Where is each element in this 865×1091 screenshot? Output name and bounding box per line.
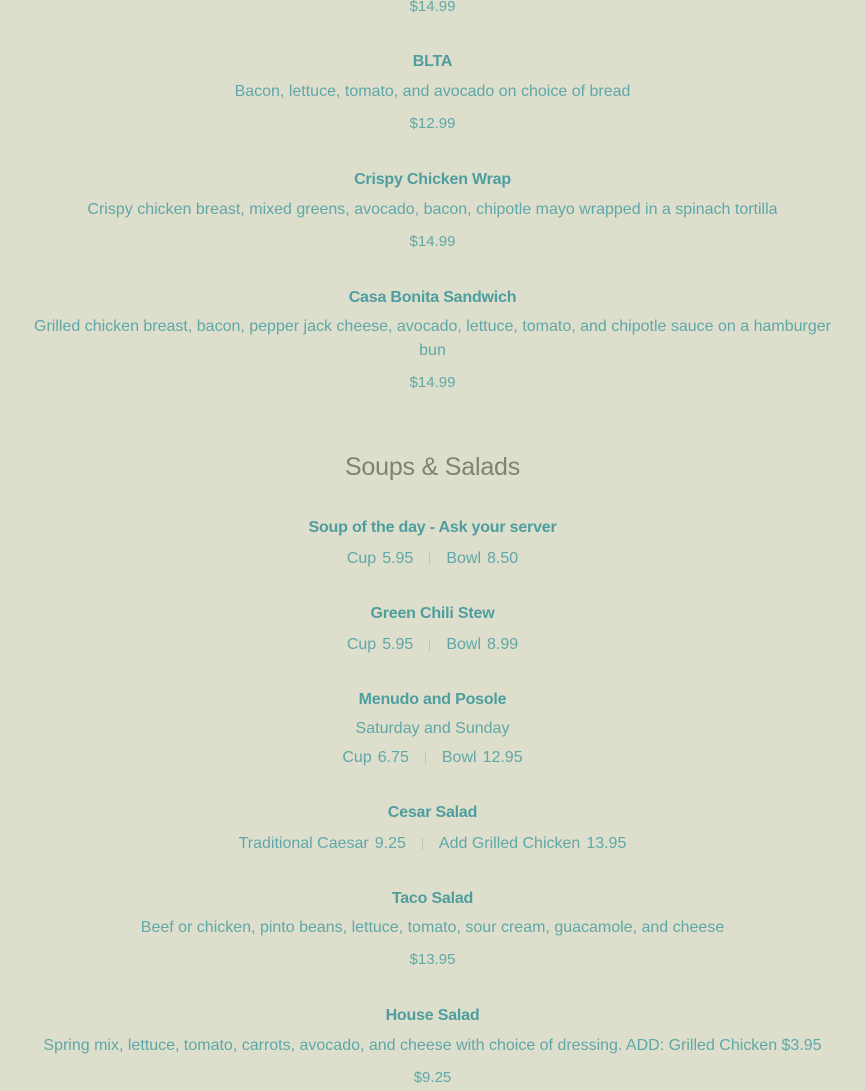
item-description: Bacon, lettuce, tomato, and avocado on choice of bread <box>234 83 631 100</box>
item-title-menudo-and-posole: Menudo and Posole <box>358 691 507 708</box>
price-option-cup <box>347 636 414 654</box>
item-title-house-salad: House Salad <box>385 1007 480 1024</box>
option-price: 5.95 <box>382 636 414 653</box>
item-price: $9.25 <box>413 1069 452 1086</box>
option-price: 12.95 <box>482 749 523 766</box>
price-option-traditional-caesar <box>239 835 406 853</box>
item-title-soup-of-the-day: Soup of the day - Ask your server <box>308 519 557 536</box>
price-options-row <box>0 550 865 568</box>
option-divider <box>429 553 430 565</box>
option-price: 13.95 <box>586 835 627 852</box>
option-label: Bowl <box>441 749 477 766</box>
price-option-cup <box>347 550 414 568</box>
option-label: Bowl <box>446 550 482 567</box>
item-price: $14.99 <box>409 374 456 391</box>
option-price: 6.75 <box>377 749 409 766</box>
price-options-row <box>0 749 865 767</box>
option-price: 8.50 <box>487 550 519 567</box>
item-title-green-chili-stew: Green Chili Stew <box>370 605 495 622</box>
item-title-blta: BLTA <box>412 53 453 70</box>
option-label: Cup <box>346 636 377 653</box>
option-price: 5.95 <box>382 550 414 567</box>
option-label: Cup <box>342 749 372 766</box>
option-label: Bowl <box>446 636 482 653</box>
price-option-bowl <box>442 749 523 767</box>
item-description: Saturday and Sunday <box>355 720 510 737</box>
price-options-row <box>0 636 865 654</box>
item-title-cesar-salad: Cesar Salad <box>387 804 478 821</box>
price-option-bowl <box>446 550 518 568</box>
item-title-taco-salad: Taco Salad <box>391 890 474 907</box>
price-option-bowl <box>446 636 518 654</box>
option-price: 9.25 <box>374 835 406 852</box>
item-price: $12.99 <box>409 115 456 132</box>
item-price: $14.99 <box>409 0 456 15</box>
item-price: $13.95 <box>409 951 456 968</box>
item-price: $14.99 <box>409 233 456 250</box>
item-description: Beef or chicken, pinto beans, lettuce, tomato, sour cream, guacamole, and cheese <box>140 919 725 936</box>
price-option-cup <box>342 749 409 767</box>
option-divider <box>429 639 430 651</box>
option-divider <box>425 752 426 764</box>
item-description: Spring mix, lettuce, tomato, carrots, avocado, and cheese with choice of dressing. ADD: Grilled Chicken $3.95 <box>43 1037 822 1054</box>
price-options-row <box>0 835 865 853</box>
item-title-crispy-chicken-wrap: Crispy Chicken Wrap <box>354 171 511 188</box>
section-heading-soups-salads: Soups & Salads <box>344 453 521 481</box>
option-label: Add Grilled Chicken <box>438 835 581 852</box>
option-label: Cup <box>346 550 377 567</box>
item-description: Grilled chicken breast, bacon, pepper jack cheese, avocado, lettuce, tomato, and chipotle sauce on a hamburger bun <box>34 318 831 359</box>
item-description: Crispy chicken breast, mixed greens, avocado, bacon, chipotle mayo wrapped in a spinach tortilla <box>87 201 778 218</box>
option-price: 8.99 <box>487 636 519 653</box>
item-title-casa-bonita-sandwich: Casa Bonita Sandwich <box>348 289 517 306</box>
option-label: Traditional Caesar <box>238 835 369 852</box>
price-option-add-grilled-chicken <box>439 835 626 853</box>
option-divider <box>422 838 423 850</box>
